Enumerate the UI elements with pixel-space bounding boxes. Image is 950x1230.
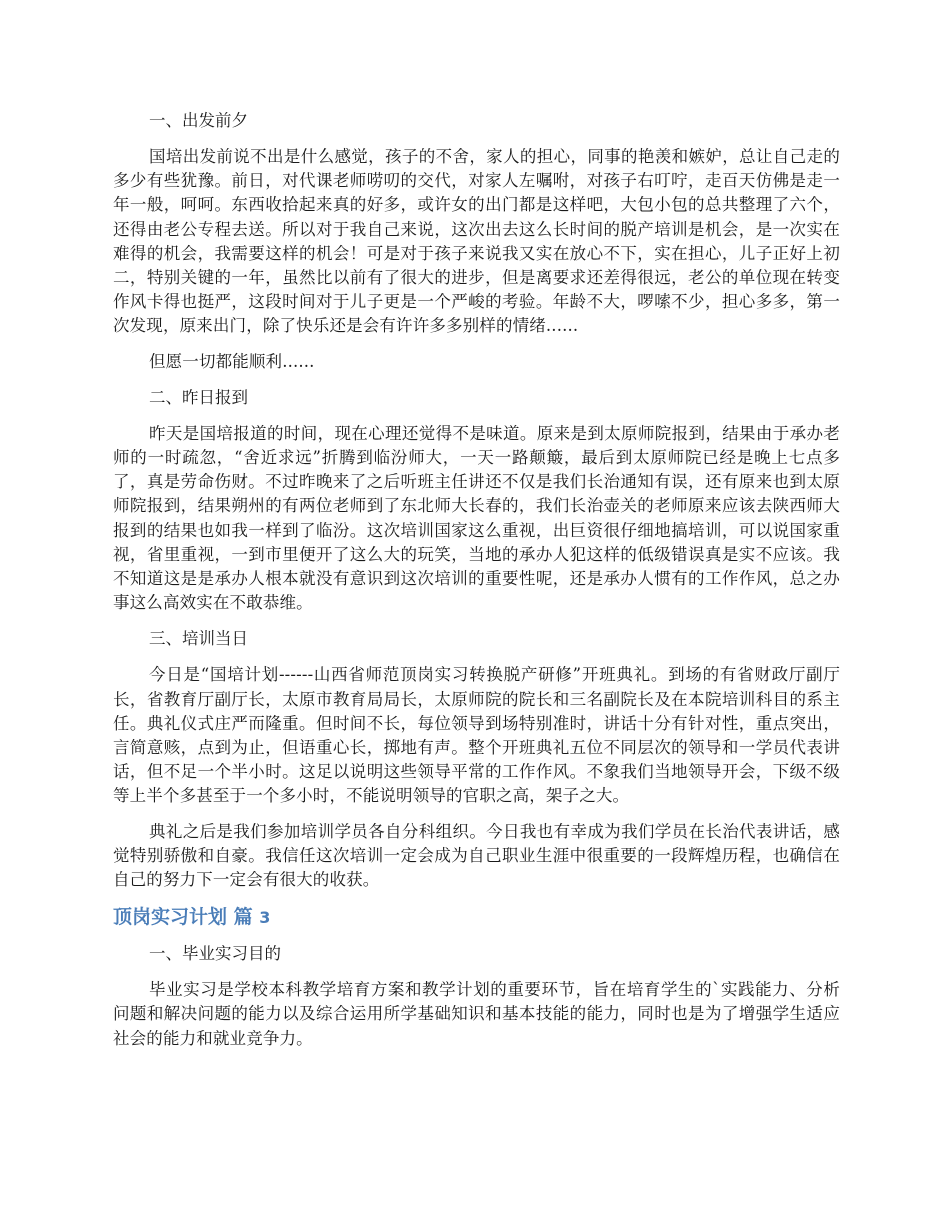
heading-internship-purpose: 一、毕业实习目的 [149, 944, 281, 964]
heading-training-day: 三、培训当日 [149, 629, 248, 649]
paragraph-after-ceremony: 典礼之后是我们参加培训学员各自分科组织。今日我也有幸成为我们学员在长治代表讲话，感觉特别骄傲和自豪。我信任这次培训一定会成为自己职业生涯中很重要的一段辉煌历程，也确信在自己的努力下一定会有很大的收获。 [113, 821, 840, 890]
paragraph-registration: 昨天是国培报道的时间，现在心理还觉得不是味道。原来是到太原师院报到，结果由于承办老师的一时疏忽，“舍近求远”折腾到临汾师大，一天一路颠簸，最后到太原师院已经是晚上七点多了，真是劳命伤财。不过昨晚来了之后听班主任讲还不仅是我们长治通知有误，还有原来也到太原师院报到，结果朔州的有两位老师到了东北师大长春的，我们长治壶关的老师原来应该去陕西师大报到的结果也如我一样到了临汾。这次培训国家这么重视，出巨资很仔细地搞培训，可以说国家重视，省里重视，一到市里便开了这么大的玩笑，当地的承办人犯这样的低级错误真是实不应该。我不知道这是是承办人根本就没有意识到这次培训的重要性呢，还是承办人惯有的工作作风，总之办事这么高效实在不敢恭维。 [113, 423, 840, 613]
heading-registration: 二、昨日报到 [149, 387, 248, 407]
section-title [113, 903, 840, 932]
heading-departure-eve: 一、出发前夕 [149, 111, 248, 130]
section-title-main: 顶岗实习计划 篇 [113, 906, 253, 929]
paragraph-internship-purpose: 毕业实习是学校本科教学培育方案和教学计划的重要环节，旨在培育学生的`实践能力、分析问题和解决问题的能力以及综合运用所学基础知识和基本技能的能力，同时也是为了增强学生适应社会的能力和就业竞争力。 [113, 980, 840, 1048]
paragraph-opening-ceremony: 今日是“国培计划------山西省师范顶岗实习转换脱产研修”开班典礼。到场的有省财政厅副厅长，省教育厅副厅长，太原市教育局局长，太原师院的院长和三名副院长及在本院培训科目的系主任。典礼仪式庄严而隆重。但时间不长，每位领导到场特别准时，讲话十分有针对性，重点突出，言简意赅，点到为止，但语重心长，掷地有声。整个开班典礼五位不同层次的领导和一学员代表讲话，但不足一个半小时。这足以说明这些领导平常的工作作风。不象我们当地领导开会，下级不级等上半个多甚至于一个多小时，不能说明领导的官职之高，架子之大。 [113, 665, 840, 806]
document-page [113, 108, 840, 1062]
paragraph-departure: 国培出发前说不出是什么感觉，孩子的不舍，家人的担心，同事的艳羡和嫉妒，总让自己走的多少有些犹豫。前日，对代课老师唠叨的交代，对家人左嘱咐，对孩子右叮咛，走百天仿佛是走一年一般，呵呵。东西收拾起来真的好多，或许女的出门都是这样吧，大包小包的总共整理了六个，还得由老公专程去送。所以对于我自己来说，这次出去这么长时间的脱产培训是机会，是一次实在难得的机会，我需要这样的机会！可是对于孩子来说我又实在放心不下，实在担心，儿子正好上初二，特别关键的一年，虽然比以前有了很大的进步，但是离要求还差得很远，老公的单位现在转变作风卡得也挺严，这段时间对于儿子更是一个严峻的考验。年龄不大，啰嗦不少，担心多多，第一次发现，原来出门，除了快乐还是会有许许多多别样的情绪...... [113, 147, 840, 336]
paragraph-wish: 但愿一切都能顺利...... [149, 351, 315, 371]
section-title-number: 3 [259, 908, 271, 928]
